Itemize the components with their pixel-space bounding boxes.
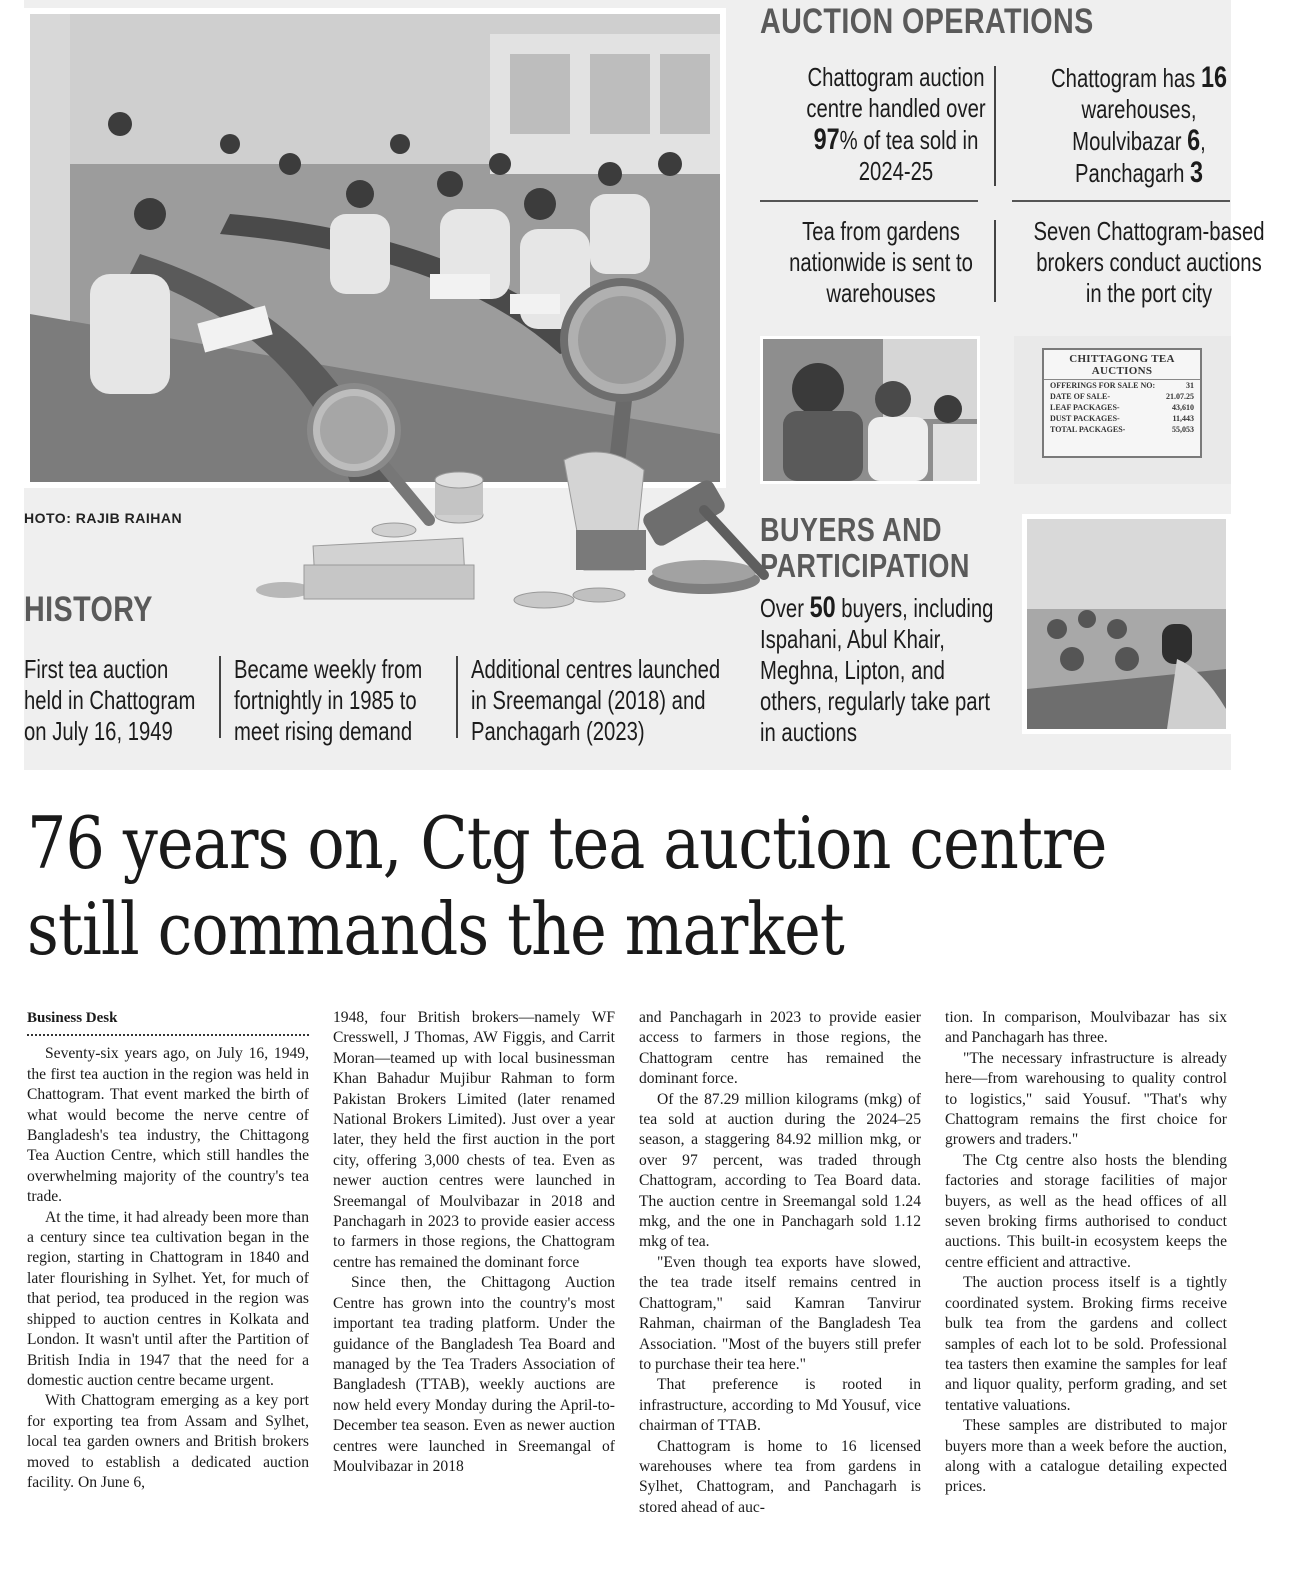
paragraph: and Panchagarh in 2023 to provide easier access to farmers in those regions, the Chattogram centre has remained the dominant force. xyxy=(639,1009,921,1088)
infographic xyxy=(24,0,1265,770)
buyers-title-line2: PARTICIPATION xyxy=(760,547,970,584)
buyers-title-line1: BUYERS AND xyxy=(760,511,943,548)
board-row-label: OFFERINGS FOR SALE NO: xyxy=(1050,381,1156,390)
buyers-count: 50 xyxy=(809,591,836,624)
divider xyxy=(456,656,458,738)
buyers-post: buyers, including Ispahani, Abul Khair, Meghna, Lipton, and others, regularly take part in auctions xyxy=(760,593,994,747)
fact-brokers-text: Seven Chattogram-based brokers conduct auctions in the port city xyxy=(1033,216,1265,308)
board-row-label: DATE OF SALE- xyxy=(1050,392,1111,401)
board-row xyxy=(1044,424,1200,435)
photo-credit: HOTO: RAJIB RAIHAN xyxy=(24,510,183,526)
fact-gardens-text: Tea from gardens nationwide is sent to warehouses xyxy=(789,216,973,308)
article-column-2 xyxy=(333,1008,615,1477)
divider xyxy=(219,656,221,738)
paragraph: "Even though tea exports have slowed, the tea trade itself remains centred in Chattogram," said Kamran Tanvirur Rahman, chairman of the Bangladesh Tea Association. "Most of the buyers still prefer to purchase their tea here." xyxy=(639,1253,921,1373)
history-item xyxy=(471,654,731,747)
board-row xyxy=(1044,402,1200,413)
paragraph: Chattogram is home to 16 licensed warehouses where tea from gardens in Sylhet, Chattogram, and Panchagarh is stored ahead of auc- xyxy=(639,1437,921,1516)
article-column-4 xyxy=(945,1008,1227,1498)
history-item-text: First tea auction held in Chattogram on July 16, 1949 xyxy=(24,654,196,746)
paragraph: 1948, four British brokers—namely WF Cresswell, J Thomas, AW Figgis, and Carrit Moran—teamed up with local businessman Khan Bahadur Mujibur Rahman to form Pakistan Brokers Limited (later renamed National Brokers Limited). Just over a year later, they held the first auction in the port city, offering 3,000 chests of tea. Even as newer auction centres were launched in Sreemangal of Moulvibazar in 2018 and Panchagarh in 2023 to provide easier access to farmers in those regions, the Chattogram centre has remained the dominant force xyxy=(333,1009,615,1271)
fact-warehouses-moulvibazar: 6 xyxy=(1187,124,1201,157)
buyers-photo xyxy=(1022,514,1231,734)
board-row-value: 31 xyxy=(1186,381,1194,390)
history-item-text: Additional centres launched in Sreemangal (2018) and Panchagarh (2023) xyxy=(471,654,721,746)
paragraph: That preference is rooted in infrastructure, according to Md Yousuf, vice chairman of TTAB. xyxy=(639,1376,921,1435)
fact-warehouses xyxy=(999,62,1229,189)
fact-tea-share-value: 97 xyxy=(813,123,840,156)
board-row-value: 43,610 xyxy=(1172,403,1194,412)
paragraph: Seventy-six years ago, on July 16, 1949, the first tea auction in the region was held in Chattogram. That event marked the birth of what would become the nerve centre of Bangladesh's tea industry, the Chittagong Tea Auction Centre, which still handles the overwhelming majority of the country's tea trade. xyxy=(27,1045,309,1206)
paragraph: The Ctg centre also hosts the blending factories and storage facilities of major buyers, as well as the head offices of all seven broking firms authorised to conduct auctions. This built-in ecosystem keeps the centre efficient and attractive. xyxy=(945,1151,1227,1271)
auction-operations-title: AUCTION OPERATIONS xyxy=(760,2,1094,41)
magnifier-icon xyxy=(310,386,429,520)
history-title: HISTORY xyxy=(24,590,153,629)
fact-warehouses-ctg: 16 xyxy=(1200,61,1227,94)
board-row-value: 21.07.25 xyxy=(1166,392,1194,401)
fact-warehouses-mid1: warehouses, Moulvibazar xyxy=(1072,94,1197,156)
brokers-photo xyxy=(760,336,980,484)
divider xyxy=(760,200,978,202)
fact-brokers xyxy=(999,216,1265,309)
paragraph: Since then, the Chittagong Auction Centre has grown into the country's most important tea trading platform. Under the guidance of the Bangladesh Tea Board and managed by the Tea Traders Association of Bangladesh (TTAB), weekly auctions are now held every Monday during the April-to-December tea season. Even as newer auction centres were launched in Sreemangal of Moulvibazar in 2018 xyxy=(333,1274,615,1475)
auction-board xyxy=(1042,348,1202,458)
headline-line2: still commands the market xyxy=(27,887,844,971)
fact-warehouses-pre: Chattogram has xyxy=(1051,63,1196,93)
headline xyxy=(27,800,1107,972)
fact-tea-share-post: % of tea sold in 2024-25 xyxy=(839,125,979,186)
paragraph: At the time, it had already been more than a century since tea cultivation began in the region, starting in Chattogram in 1840 and later flourishing in Sylhet. Yet, for much of that period, tea produced in the region was shipped to auction centres in Kolkata and London. It wasn't until after the Partition of British India in 1947 that the need for a domestic auction centre became urgent. xyxy=(27,1208,309,1389)
board-row-label: LEAF PACKAGES- xyxy=(1050,403,1120,412)
board-row-value: 11,443 xyxy=(1172,414,1194,423)
fact-gardens xyxy=(756,216,986,309)
gavel-icon xyxy=(640,477,764,594)
paragraph: Of the 87.29 million kilograms (mkg) of tea sold at auction during the 2024–25 season, a staggering 84.92 million mkg, or over 97 percent, was traded through Chattogram, according to Tea Board data. The auction centre in Sreemangal sold 1.24 mkg, and the one in Panchagarh sold 1.12 mkg of tea. xyxy=(639,1090,921,1251)
paragraph: The auction process itself is a tightly coordinated system. Broking firms receive bulk tea from the gardens and collect samples of each lot to be sold. Professional tea tasters then examine the samples for leaf and liquor quality, perform grading, and set tentative valuations. xyxy=(945,1274,1227,1414)
paragraph: tion. In comparison, Moulvibazar has six and Panchagarh has three. xyxy=(945,1009,1227,1047)
article-column-1 xyxy=(27,1008,309,1493)
paragraph: These samples are distributed to major buyers more than a week before the auction, along with a catalogue detailing expected prices. xyxy=(945,1417,1227,1496)
fact-warehouses-mid2: , Panchagarh xyxy=(1074,126,1206,188)
auction-board-title: CHITTAGONG TEA AUCTIONS xyxy=(1044,350,1200,380)
fact-warehouses-panchagarh: 3 xyxy=(1190,156,1204,189)
history-item xyxy=(234,654,454,747)
article-column-3 xyxy=(639,1008,921,1518)
history-item xyxy=(24,654,214,747)
paragraph: "The necessary infrastructure is already here—from warehousing to quality control to logistics," said Yousuf. "That's why Chattogram remains the first choice for growers and traders." xyxy=(945,1049,1227,1149)
history-item-text: Became weekly from fortnightly in 1985 to meet rising demand xyxy=(234,654,423,746)
board-row xyxy=(1044,380,1200,391)
paragraph: With Chattogram emerging as a key port for exporting tea from Assam and Sylhet, local tea garden owners and British brokers moved to establish a dedicated auction facility. On June 6, xyxy=(27,1392,309,1491)
buyers-pre: Over xyxy=(760,593,804,623)
board-row-value: 55,053 xyxy=(1172,425,1194,434)
headline-line1: 76 years on, Ctg tea auction centre xyxy=(27,801,1107,885)
divider xyxy=(1012,200,1230,202)
divider xyxy=(994,66,996,186)
fact-tea-share xyxy=(756,62,986,187)
board-row-label: TOTAL PACKAGES- xyxy=(1050,425,1126,434)
board-row xyxy=(1044,391,1200,402)
buyers-title xyxy=(760,512,970,584)
board-row xyxy=(1044,413,1200,424)
auction-illustration xyxy=(204,280,764,620)
buyers-fact xyxy=(760,592,1000,748)
byline: Business Desk xyxy=(27,1008,309,1036)
divider xyxy=(994,220,996,302)
auction-board-photo xyxy=(1014,336,1231,484)
fact-tea-share-pre: Chattogram auction centre handled over xyxy=(806,62,986,123)
board-row-label: DUST PACKAGES- xyxy=(1050,414,1120,423)
